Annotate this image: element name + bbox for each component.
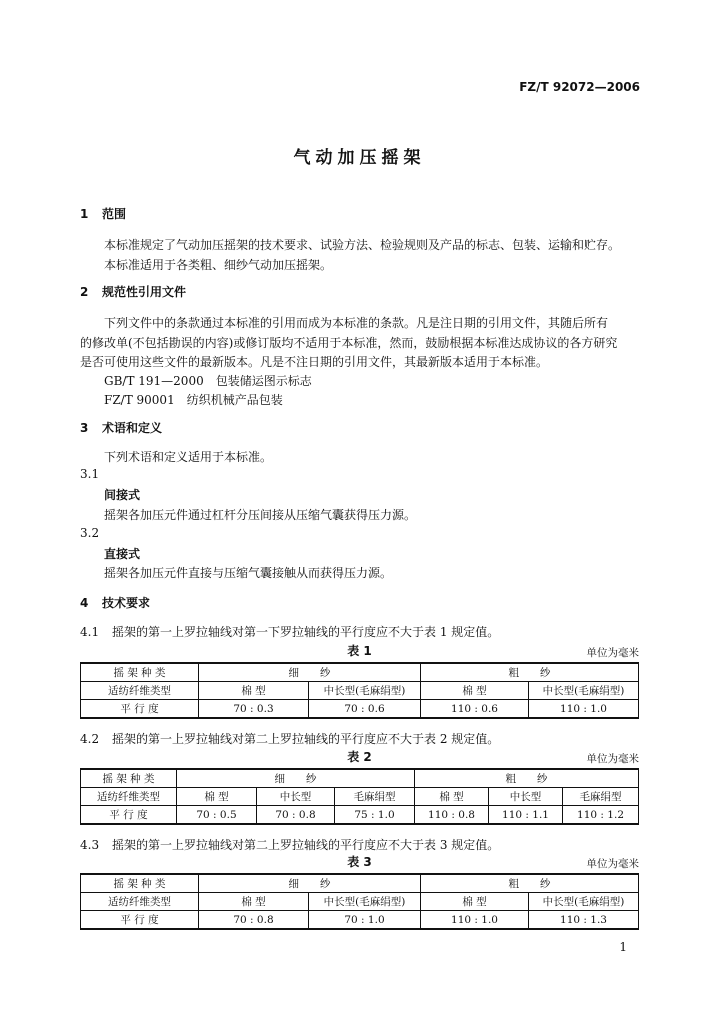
section-number: 2 (80, 285, 89, 299)
term-definition: 摇架各加压元件通过杠杆分压间接从压缩气囊获得压力源。 (104, 508, 417, 522)
section-title: 术语和定义 (102, 421, 163, 435)
table-cell: 中长型(毛麻绢型) (529, 682, 639, 700)
table-cell: 70 : 0.8 (257, 806, 335, 825)
page-number: 1 (619, 940, 627, 954)
table-cell: 毛麻绢型 (335, 788, 415, 806)
paragraph-line: 下列文件中的条款通过本标准的引用而成为本标准的条款。凡是注日期的引用文件，其随后所有 (104, 316, 609, 330)
table-cell: 摇 架 种 类 (81, 663, 199, 682)
table-cell: 细 纱 (177, 769, 415, 788)
table-row (81, 788, 639, 806)
table-cell: 适纺纤维类型 (81, 788, 177, 806)
table-row (81, 769, 639, 788)
table-cell: 棉 型 (177, 788, 257, 806)
table-cell: 棉 型 (415, 788, 489, 806)
term-name: 间接式 (104, 488, 141, 502)
table-cell: 粗 纱 (421, 663, 639, 682)
paragraph-line: 是否可使用这些文件的最新版本。凡是不注日期的引用文件，其最新版本适用于本标准。 (80, 355, 549, 369)
table-2-caption: 表 2 (347, 750, 372, 764)
paragraph: 本标准适用于各类粗、细纱气动加压摇架。 (104, 258, 333, 272)
table-cell: 棉 型 (199, 682, 309, 700)
clause-text: 摇架的第一上罗拉轴线对第二上罗拉轴线的平行度应不大于表 3 规定值。 (112, 838, 500, 852)
section-4-heading (80, 594, 150, 611)
clause-4-3 (80, 836, 499, 853)
table-3-unit: 单位为毫米 (586, 858, 639, 870)
table-row (81, 874, 639, 893)
table-cell: 中长型(毛麻绢型) (309, 893, 421, 911)
table-1-caption: 表 1 (347, 644, 372, 658)
table-1-unit: 单位为毫米 (586, 647, 639, 659)
table-cell: 粗 纱 (415, 769, 639, 788)
table-3-caption: 表 3 (347, 855, 372, 869)
table-row (81, 682, 639, 700)
table-cell: 75 : 1.0 (335, 806, 415, 825)
table-cell: 110 : 1.0 (421, 911, 529, 930)
table-cell: 细 纱 (199, 663, 421, 682)
table-cell: 棉 型 (199, 893, 309, 911)
clause-text: 摇架的第一上罗拉轴线对第一下罗拉轴线的平行度应不大于表 1 规定值。 (112, 625, 500, 639)
section-title: 规范性引用文件 (102, 285, 187, 299)
table-cell: 70 : 0.8 (199, 911, 309, 930)
table-row (81, 806, 639, 825)
table-cell: 摇 架 种 类 (81, 874, 199, 893)
table-cell: 70 : 0.6 (309, 700, 421, 719)
table-row (81, 893, 639, 911)
table-cell: 摇 架 种 类 (81, 769, 177, 788)
clause-number: 4.2 (80, 732, 100, 746)
section-title: 范围 (102, 207, 127, 221)
table-cell: 70 : 1.0 (309, 911, 421, 930)
table-cell: 棉 型 (421, 682, 529, 700)
reference-item: FZ/T 90001 纺织机械产品包装 (104, 393, 283, 407)
clause-4-2 (80, 730, 499, 747)
table-cell: 110 : 0.8 (415, 806, 489, 825)
section-title: 技术要求 (102, 596, 151, 610)
table-cell: 细 纱 (199, 874, 421, 893)
section-number: 3 (80, 421, 89, 435)
table-2-unit: 单位为毫米 (586, 753, 639, 765)
table-cell: 平 行 度 (81, 911, 199, 930)
section-1-heading (80, 205, 126, 222)
table-row (81, 700, 639, 719)
term-name: 直接式 (104, 547, 141, 561)
term-number: 3.2 (80, 526, 100, 540)
table-cell: 110 : 0.6 (421, 700, 529, 719)
term-number: 3.1 (80, 467, 100, 481)
table-2 (80, 768, 639, 825)
table-cell: 70 : 0.5 (177, 806, 257, 825)
reference-item: GB/T 191—2000 包装储运图示标志 (104, 374, 312, 388)
table-cell: 棉 型 (421, 893, 529, 911)
table-cell: 平 行 度 (81, 700, 199, 719)
table-cell: 110 : 1.3 (529, 911, 639, 930)
table-cell: 110 : 1.2 (563, 806, 639, 825)
table-cell: 粗 纱 (421, 874, 639, 893)
section-2-heading (80, 283, 186, 300)
paragraph: 下列术语和定义适用于本标准。 (104, 450, 273, 464)
clause-text: 摇架的第一上罗拉轴线对第二上罗拉轴线的平行度应不大于表 2 规定值。 (112, 732, 500, 746)
table-cell: 110 : 1.0 (529, 700, 639, 719)
table-cell: 110 : 1.1 (489, 806, 563, 825)
table-row (81, 663, 639, 682)
table-cell: 中长型 (489, 788, 563, 806)
clause-number: 4.3 (80, 838, 100, 852)
table-cell: 平 行 度 (81, 806, 177, 825)
document-number: FZ/T 92072—2006 (519, 80, 640, 94)
section-3-heading (80, 419, 162, 436)
section-number: 4 (80, 596, 89, 610)
section-number: 1 (80, 207, 89, 221)
table-row (81, 911, 639, 930)
table-cell: 中长型 (257, 788, 335, 806)
term-definition: 摇架各加压元件直接与压缩气囊接触从而获得压力源。 (104, 566, 393, 580)
table-cell: 70 : 0.3 (199, 700, 309, 719)
table-cell: 适纺纤维类型 (81, 682, 199, 700)
paragraph-line: 的修改单(不包括勘误的内容)或修订版均不适用于本标准，然而，鼓励根据本标准达成协议的各方研究 (80, 336, 618, 350)
clause-number: 4.1 (80, 625, 100, 639)
table-cell: 适纺纤维类型 (81, 893, 199, 911)
table-cell: 中长型(毛麻绢型) (309, 682, 421, 700)
table-cell: 中长型(毛麻绢型) (529, 893, 639, 911)
paragraph: 本标准规定了气动加压摇架的技术要求、试验方法、检验规则及产品的标志、包装、运输和贮存。 (104, 238, 621, 252)
table-1 (80, 662, 639, 719)
document-title: 气动加压摇架 (293, 148, 426, 168)
clause-4-1 (80, 623, 499, 640)
table-cell: 毛麻绢型 (563, 788, 639, 806)
table-3 (80, 873, 639, 930)
